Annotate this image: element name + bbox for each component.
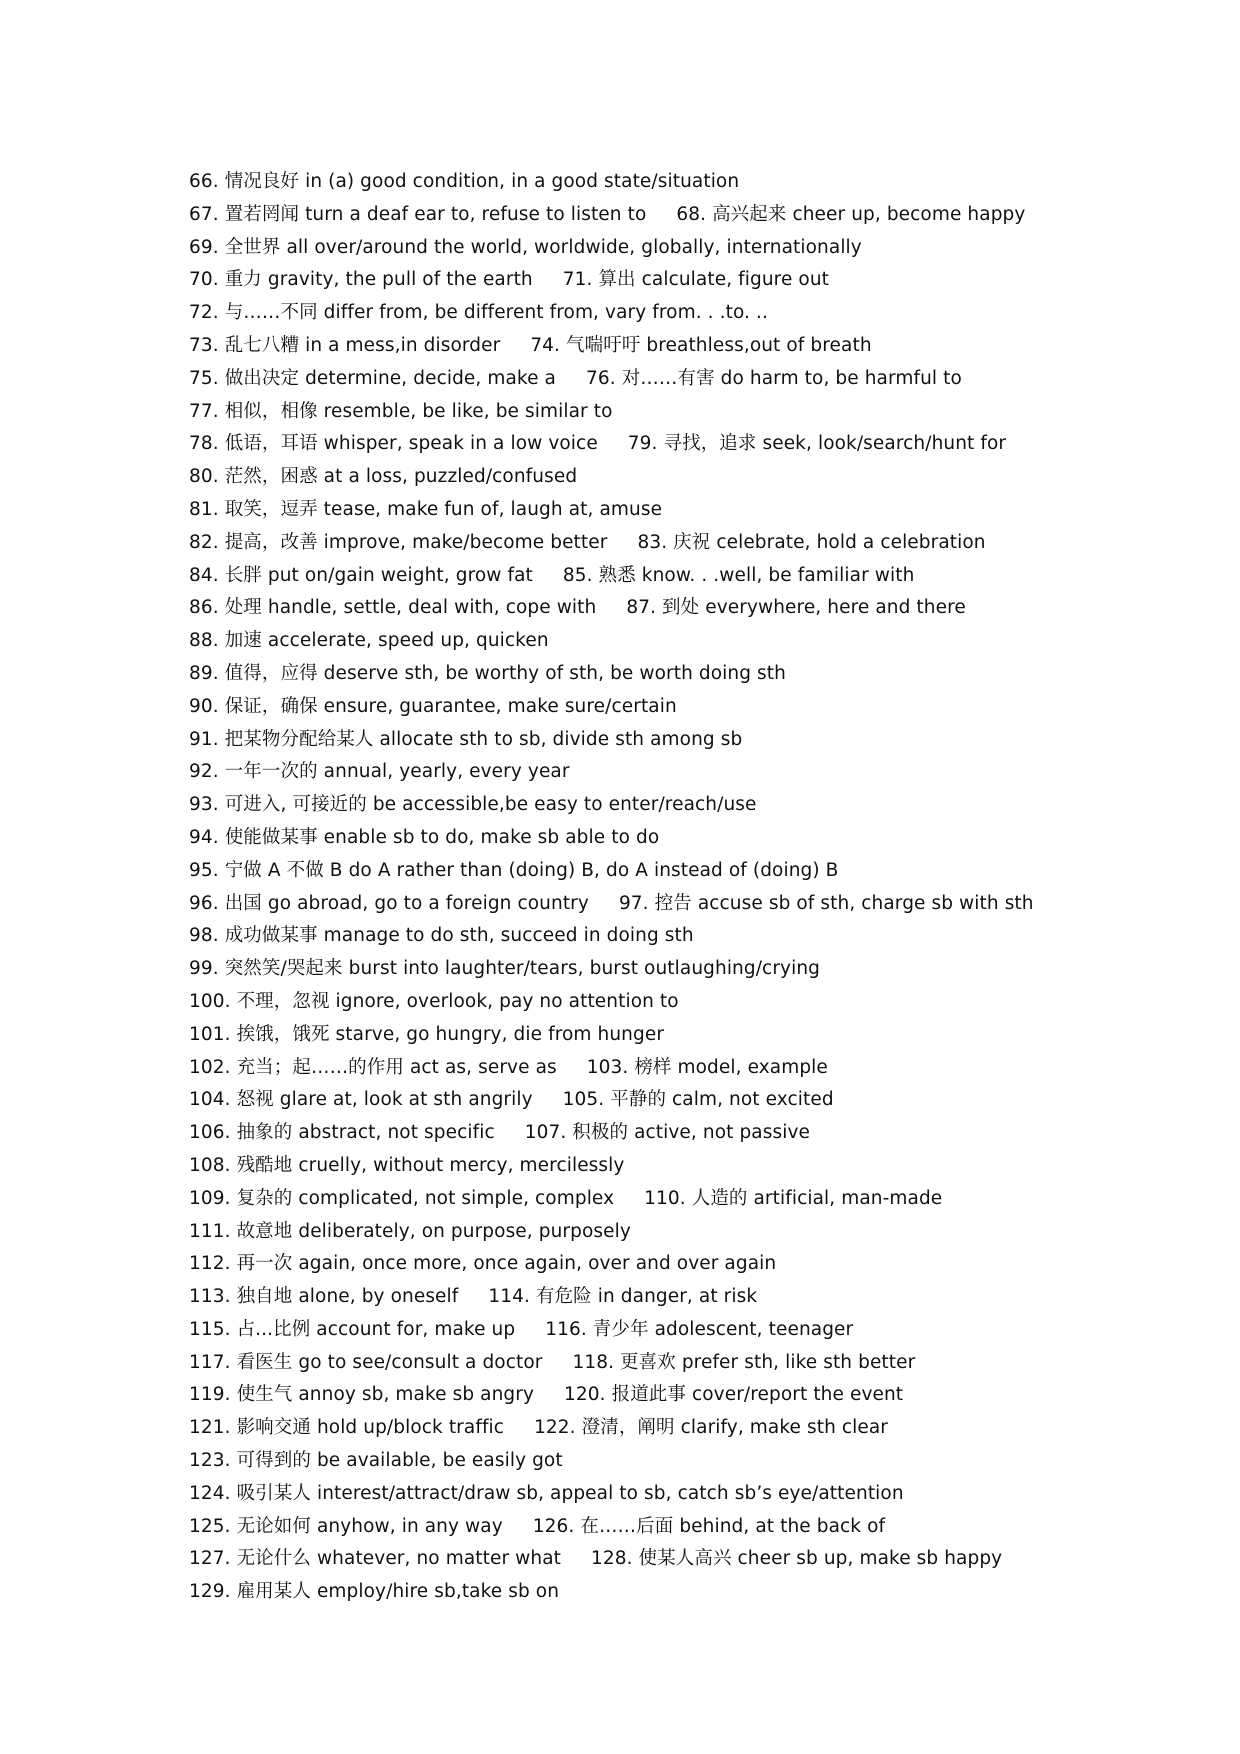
vocab-line <box>189 625 1209 658</box>
vocab-line <box>189 691 1209 724</box>
vocab-line <box>189 461 1209 494</box>
vocab-line <box>189 920 1209 953</box>
vocab-entry: 79. 寻找，追求 seek, look/search/hunt for <box>627 433 1007 455</box>
vocab-entry: 110. 人造的 artificial, man-made <box>644 1187 943 1209</box>
vocab-entry: 76. 对……有害 do harm to, be harmful to <box>586 367 962 389</box>
vocab-entry: 89. 值得，应得 deserve sth, be worthy of sth, be worth doing sth <box>189 662 786 684</box>
vocab-line <box>189 953 1209 986</box>
vocab-line <box>189 1183 1209 1216</box>
vocab-entry: 84. 长胖 put on/gain weight, grow fat <box>189 564 533 586</box>
vocab-entry: 97. 控告 accuse sb of sth, charge sb with sth <box>618 892 1034 914</box>
vocab-line <box>189 756 1209 789</box>
vocab-entry: 72. 与……不同 differ from, be different from, vary from. . .to. .. <box>189 302 768 324</box>
vocab-entry: 124. 吸引某人 interest/attract/draw sb, appeal to sb, catch sb’s eye/attention <box>189 1482 904 1504</box>
vocab-line <box>189 822 1209 855</box>
vocab-entry: 106. 抽象的 abstract, not specific <box>189 1122 495 1144</box>
vocab-entry: 100. 不理，忽视 ignore, overlook, pay no attention to <box>189 990 679 1012</box>
vocab-entry: 123. 可得到的 be available, be easily got <box>189 1450 563 1472</box>
vocab-entry: 127. 无论什么 whatever, no matter what <box>189 1548 561 1570</box>
vocab-line <box>189 527 1209 560</box>
vocab-entry: 129. 雇用某人 employ/hire sb,take sb on <box>189 1581 560 1603</box>
vocab-line <box>189 232 1209 265</box>
vocab-entry: 90. 保证，确保 ensure, guarantee, make sure/certain <box>189 695 677 717</box>
vocab-entry: 119. 使生气 annoy sb, make sb angry <box>189 1384 535 1406</box>
vocab-entry: 80. 茫然，困惑 at a loss, puzzled/confused <box>189 466 578 488</box>
vocab-entry: 108. 残酷地 cruelly, without mercy, mercilessly <box>189 1154 625 1176</box>
vocab-line <box>189 1314 1209 1347</box>
vocab-line <box>189 724 1209 757</box>
vocab-line <box>189 592 1209 625</box>
vocab-entry: 93. 可进入, 可接近的 be accessible,be easy to enter/reach/use <box>189 794 757 816</box>
vocab-entry: 121. 影响交通 hold up/block traffic <box>189 1417 505 1439</box>
vocab-entry: 125. 无论如何 anyhow, in any way <box>189 1515 503 1537</box>
vocab-line <box>189 1019 1209 1052</box>
vocab-entry: 102. 充当；起……的作用 act as, serve as <box>189 1056 557 1078</box>
vocab-entry: 111. 故意地 deliberately, on purpose, purposely <box>189 1220 631 1242</box>
vocab-line <box>189 560 1209 593</box>
vocab-entry: 107. 积极的 active, not passive <box>524 1122 810 1144</box>
vocab-line <box>189 264 1209 297</box>
vocab-line <box>189 428 1209 461</box>
vocab-line <box>189 1248 1209 1281</box>
vocab-entry: 78. 低语，耳语 whisper, speak in a low voice <box>189 433 598 455</box>
vocab-line <box>189 1478 1209 1511</box>
vocab-entry: 105. 平静的 calm, not excited <box>562 1089 834 1111</box>
vocab-line <box>189 888 1209 921</box>
vocab-line <box>189 1543 1209 1576</box>
vocab-entry: 71. 算出 calculate, figure out <box>562 269 830 291</box>
vocab-entry: 115. 占...比例 account for, make up <box>189 1318 516 1340</box>
vocabulary-list <box>189 166 1209 1609</box>
vocab-entry: 118. 更喜欢 prefer sth, like sth better <box>572 1351 916 1373</box>
vocab-entry: 96. 出国 go abroad, go to a foreign country <box>189 892 589 914</box>
vocab-entry: 128. 使某人高兴 cheer sb up, make sb happy <box>590 1548 1003 1570</box>
vocab-line <box>189 1084 1209 1117</box>
vocab-line <box>189 1150 1209 1183</box>
vocab-line <box>189 789 1209 822</box>
vocab-entry: 82. 提高，改善 improve, make/become better <box>189 531 608 553</box>
vocab-entry: 101. 挨饿，饿死 starve, go hungry, die from hunger <box>189 1023 665 1045</box>
vocab-entry: 88. 加速 accelerate, speed up, quicken <box>189 630 549 652</box>
vocab-line <box>189 363 1209 396</box>
vocab-line <box>189 1412 1209 1445</box>
vocab-entry: 126. 在……后面 behind, at the back of <box>532 1515 886 1537</box>
vocab-line <box>189 1117 1209 1150</box>
vocab-entry: 83. 庆祝 celebrate, hold a celebration <box>637 531 986 553</box>
vocab-entry: 98. 成功做某事 manage to do sth, succeed in doing sth <box>189 925 694 947</box>
vocab-line <box>189 199 1209 232</box>
vocab-line <box>189 1576 1209 1609</box>
vocab-line <box>189 1445 1209 1478</box>
vocab-entry: 75. 做出决定 determine, decide, make a <box>189 367 556 389</box>
vocab-line <box>189 1281 1209 1314</box>
vocab-entry: 95. 宁做 A 不做 B do A rather than (doing) B, do A instead of (doing) B <box>189 859 839 881</box>
vocab-entry: 109. 复杂的 complicated, not simple, complex <box>189 1187 615 1209</box>
vocab-entry: 67. 置若罔闻 turn a deaf ear to, refuse to listen to <box>189 203 647 225</box>
vocab-entry: 69. 全世界 all over/around the world, worldwide, globally, internationally <box>189 236 862 258</box>
vocab-entry: 70. 重力 gravity, the pull of the earth <box>189 269 533 291</box>
vocab-entry: 77. 相似，相像 resemble, be like, be similar to <box>189 400 613 422</box>
vocab-entry: 94. 使能做某事 enable sb to do, make sb able to do <box>189 826 660 848</box>
vocab-entry: 81. 取笑，逗弄 tease, make fun of, laugh at, amuse <box>189 498 663 520</box>
vocab-entry: 87. 到处 everywhere, here and there <box>626 597 966 619</box>
vocab-line <box>189 855 1209 888</box>
vocab-line <box>189 986 1209 1019</box>
vocab-line <box>189 1379 1209 1412</box>
vocab-entry: 116. 青少年 adolescent, teenager <box>545 1318 854 1340</box>
vocab-line <box>189 330 1209 363</box>
vocab-entry: 99. 突然笑/哭起来 burst into laughter/tears, burst outlaughing/crying <box>189 958 820 980</box>
vocab-entry: 112. 再一次 again, once more, once again, over and over again <box>189 1253 777 1275</box>
vocab-line <box>189 166 1209 199</box>
vocab-entry: 91. 把某物分配给某人 allocate sth to sb, divide sth among sb <box>189 728 743 750</box>
vocab-entry: 66. 情况良好 in (a) good condition, in a good state/situation <box>189 171 740 192</box>
vocab-entry: 85. 熟悉 know. . .well, be familiar with <box>562 564 915 586</box>
vocab-entry: 74. 气喘吁吁 breathless,out of breath <box>530 334 872 356</box>
vocab-line <box>189 1216 1209 1249</box>
vocab-entry: 104. 怒视 glare at, look at sth angrily <box>189 1089 533 1111</box>
vocab-entry: 120. 报道此事 cover/report the event <box>564 1384 904 1406</box>
vocab-line <box>189 658 1209 691</box>
vocab-line <box>189 494 1209 527</box>
vocab-entry: 92. 一年一次的 annual, yearly, every year <box>189 761 570 783</box>
vocab-line <box>189 297 1209 330</box>
vocab-entry: 86. 处理 handle, settle, deal with, cope with <box>189 597 597 619</box>
vocab-entry: 73. 乱七八糟 in a mess,in disorder <box>189 334 501 356</box>
vocab-line <box>189 396 1209 429</box>
vocab-entry: 122. 澄清，阐明 clarify, make sth clear <box>534 1417 889 1439</box>
vocab-entry: 117. 看医生 go to see/consult a doctor <box>189 1351 543 1373</box>
vocab-entry: 114. 有危险 in danger, at risk <box>488 1286 758 1308</box>
vocab-entry: 68. 高兴起来 cheer up, become happy <box>676 203 1026 225</box>
vocab-line <box>189 1511 1209 1544</box>
vocab-line <box>189 1052 1209 1085</box>
vocab-entry: 113. 独自地 alone, by oneself <box>189 1286 459 1308</box>
vocab-line <box>189 1347 1209 1380</box>
vocab-entry: 103. 榜样 model, example <box>586 1056 828 1078</box>
